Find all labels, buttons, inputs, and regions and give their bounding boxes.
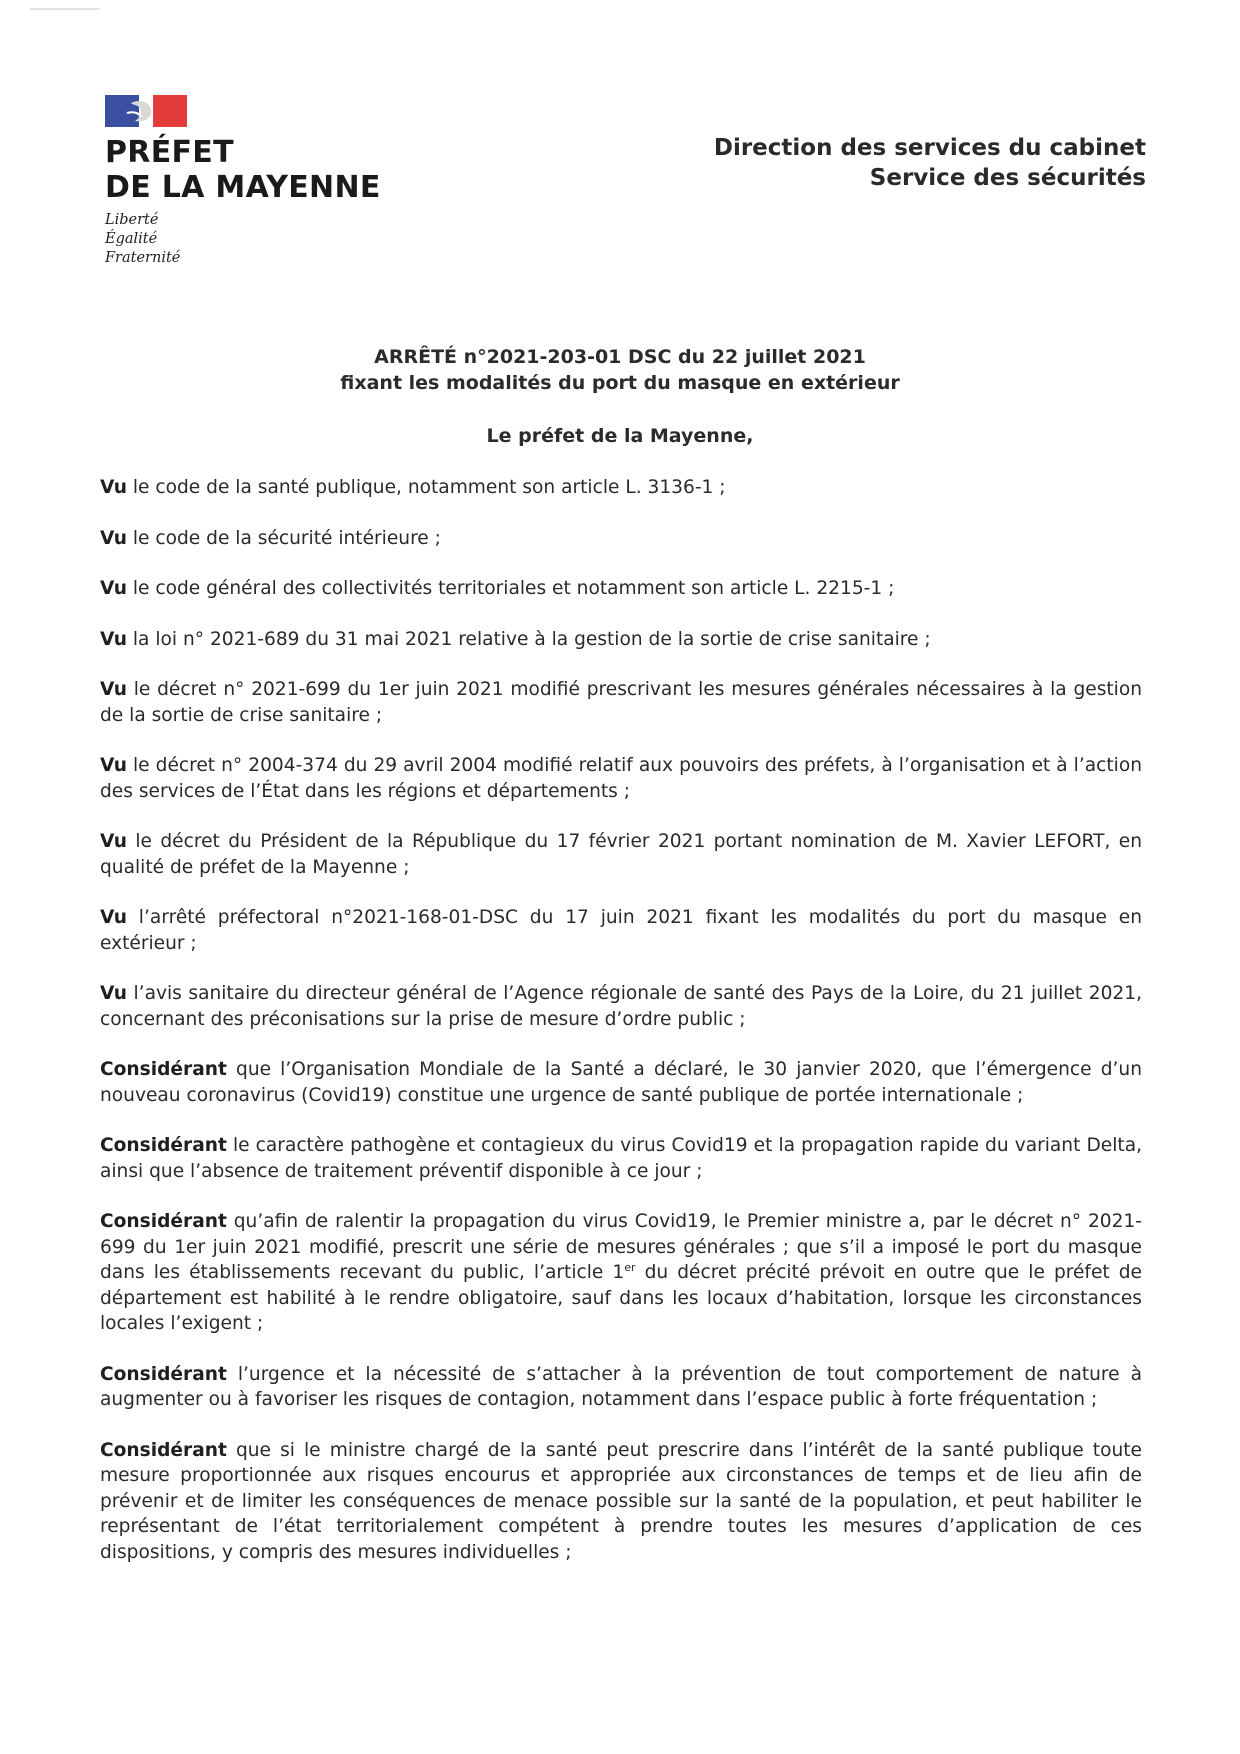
clause-text: le caractère pathogène et contagieux du virus Covid19 et la propagation rapide du variant Delta, ainsi que l’absence de traitement préventif disponible à ce jour ; <box>100 1135 1142 1182</box>
clause-lead: Considérant <box>100 1439 227 1461</box>
clause-text: l’avis sanitaire du directeur général de l’Agence régionale de santé des Pays de la Loire, du 21 juillet 2021, concernant des préconisations sur la prise de mesure d’ordre public ; <box>100 983 1142 1030</box>
republic-motto <box>105 211 381 268</box>
vu-clause <box>100 981 1142 1032</box>
clause-text-continued: du décret précité prévoit en outre que le préfet de département est habilité à le rendre obligatoire, sauf dans les locaux d’habitation, lorsque les circonstances locales l’exigent ; <box>100 1262 1142 1334</box>
considerant-clause <box>100 1133 1142 1184</box>
vu-clause <box>100 526 1142 552</box>
considerant-clause <box>100 1438 1142 1566</box>
clause-lead: Considérant <box>100 1363 227 1385</box>
vu-clause <box>100 627 1142 653</box>
considerant-clause <box>100 1362 1142 1413</box>
clause-text: le décret n° 2004-374 du 29 avril 2004 modifié relatif aux pouvoirs des préfets, à l’organisation et à l’action des services de l’État dans les régions et départements ; <box>100 755 1142 802</box>
vu-clause <box>100 829 1142 880</box>
vu-clause <box>100 677 1142 728</box>
clause-text: le décret du Président de la République du 17 février 2021 portant nomination de M. Xavier LEFORT, en qualité de préfet de la Mayenne ; <box>100 831 1142 878</box>
clause-text: l’urgence et la nécessité de s’attacher à la prévention de tout comportement de nature à augmenter ou à favoriser les risques de contagion, notamment dans l’espace public à forte fréquentation ; <box>100 1363 1142 1410</box>
motto-egalite: Égalité <box>105 231 158 247</box>
clause-lead: Vu <box>100 755 127 776</box>
clause-text: le code de la sécurité intérieure ; <box>126 527 441 549</box>
clause-text: que l’Organisation Mondiale de la Santé a déclaré, le 30 janvier 2020, que l’émergence d’un nouveau coronavirus (Covid19) constitue une urgence de santé publique de portée internationale ; <box>100 1059 1142 1106</box>
clause-lead: Vu <box>100 578 127 599</box>
decree-title <box>0 344 1240 396</box>
clause-text: qu’afin de ralentir la propagation du virus Covid19, le Premier ministre a, par le décret n° 2021-699 du 1er juin 2021 modifié, prescrit une série de mesures générales ; que s’il a imposé le port du masque dans les établissements recevant du public, l’article 1 <box>100 1211 1142 1283</box>
service-unit: Service des sécurités <box>869 165 1146 191</box>
motto-liberte: Liberté <box>105 212 159 228</box>
service-direction: Direction des services du cabinet <box>713 135 1146 161</box>
clause-text: le code de la santé publique, notamment son article L. 3136-1 ; <box>126 477 726 498</box>
clause-lead: Considérant <box>100 1211 227 1232</box>
vu-clause <box>100 576 1142 602</box>
clause-lead: Considérant <box>100 1059 227 1080</box>
clause-text: le décret n° 2021-699 du 1er juin 2021 modifié prescrivant les mesures générales nécessaires à la gestion de la sortie de crise sanitaire ; <box>100 679 1142 726</box>
prefet-heading: Le préfet de la Mayenne, <box>486 425 754 447</box>
clause-text: que si le ministre chargé de la santé peut prescrire dans l’intérêt de la santé publique toute mesure proportionnée aux risques encourus et appropriée aux circonstances de temps et de lieu afin de prévenir et de limiter les conséquences de menace possible sur la santé de la population, et peut habiliter le représentant de l’état territorialement compétent à prendre toutes les mesures d’application de ces dispositions, y compris des mesures individuelles ; <box>100 1439 1142 1563</box>
clause-text: le code général des collectivités territoriales et notamment son article L. 2215-1 ; <box>126 578 895 599</box>
prefecture-logo <box>105 95 381 268</box>
prefet-title-line-2: DE LA MAYENNE <box>105 170 381 205</box>
decree-number: ARRÊTÉ n°2021-203-01 DSC du 22 juillet 2021 <box>374 346 866 368</box>
considerant-clause <box>100 1209 1142 1337</box>
marianne-flag-icon <box>105 95 187 127</box>
clause-lead: Vu <box>100 983 127 1004</box>
clause-text: l’arrêté préfectoral n°2021-168-01-DSC du 17 juin 2021 fixant les modalités du port du masque en extérieur ; <box>100 907 1142 954</box>
clause-lead: Vu <box>100 477 127 498</box>
decree-body <box>100 475 1142 1590</box>
scan-artifact <box>30 8 100 10</box>
clause-lead: Vu <box>100 527 127 549</box>
clause-lead: Vu <box>100 679 127 700</box>
issuing-service <box>714 133 1146 193</box>
prefet-title-line-1: PRÉFET <box>105 135 234 170</box>
superscript: er <box>624 1260 636 1274</box>
vu-clause <box>100 753 1142 804</box>
vu-clause <box>100 475 1142 501</box>
clause-lead: Vu <box>100 907 127 928</box>
motto-fraternite: Fraternité <box>105 250 181 266</box>
considerant-clause <box>100 1057 1142 1108</box>
vu-clause <box>100 905 1142 956</box>
decree-subject: fixant les modalités du port du masque en extérieur <box>340 372 900 394</box>
clause-lead: Considérant <box>100 1135 227 1156</box>
clause-text: la loi n° 2021-689 du 31 mai 2021 relative à la gestion de la sortie de crise sanitaire ; <box>126 628 931 650</box>
clause-lead: Vu <box>100 831 127 852</box>
clause-lead: Vu <box>100 628 127 650</box>
